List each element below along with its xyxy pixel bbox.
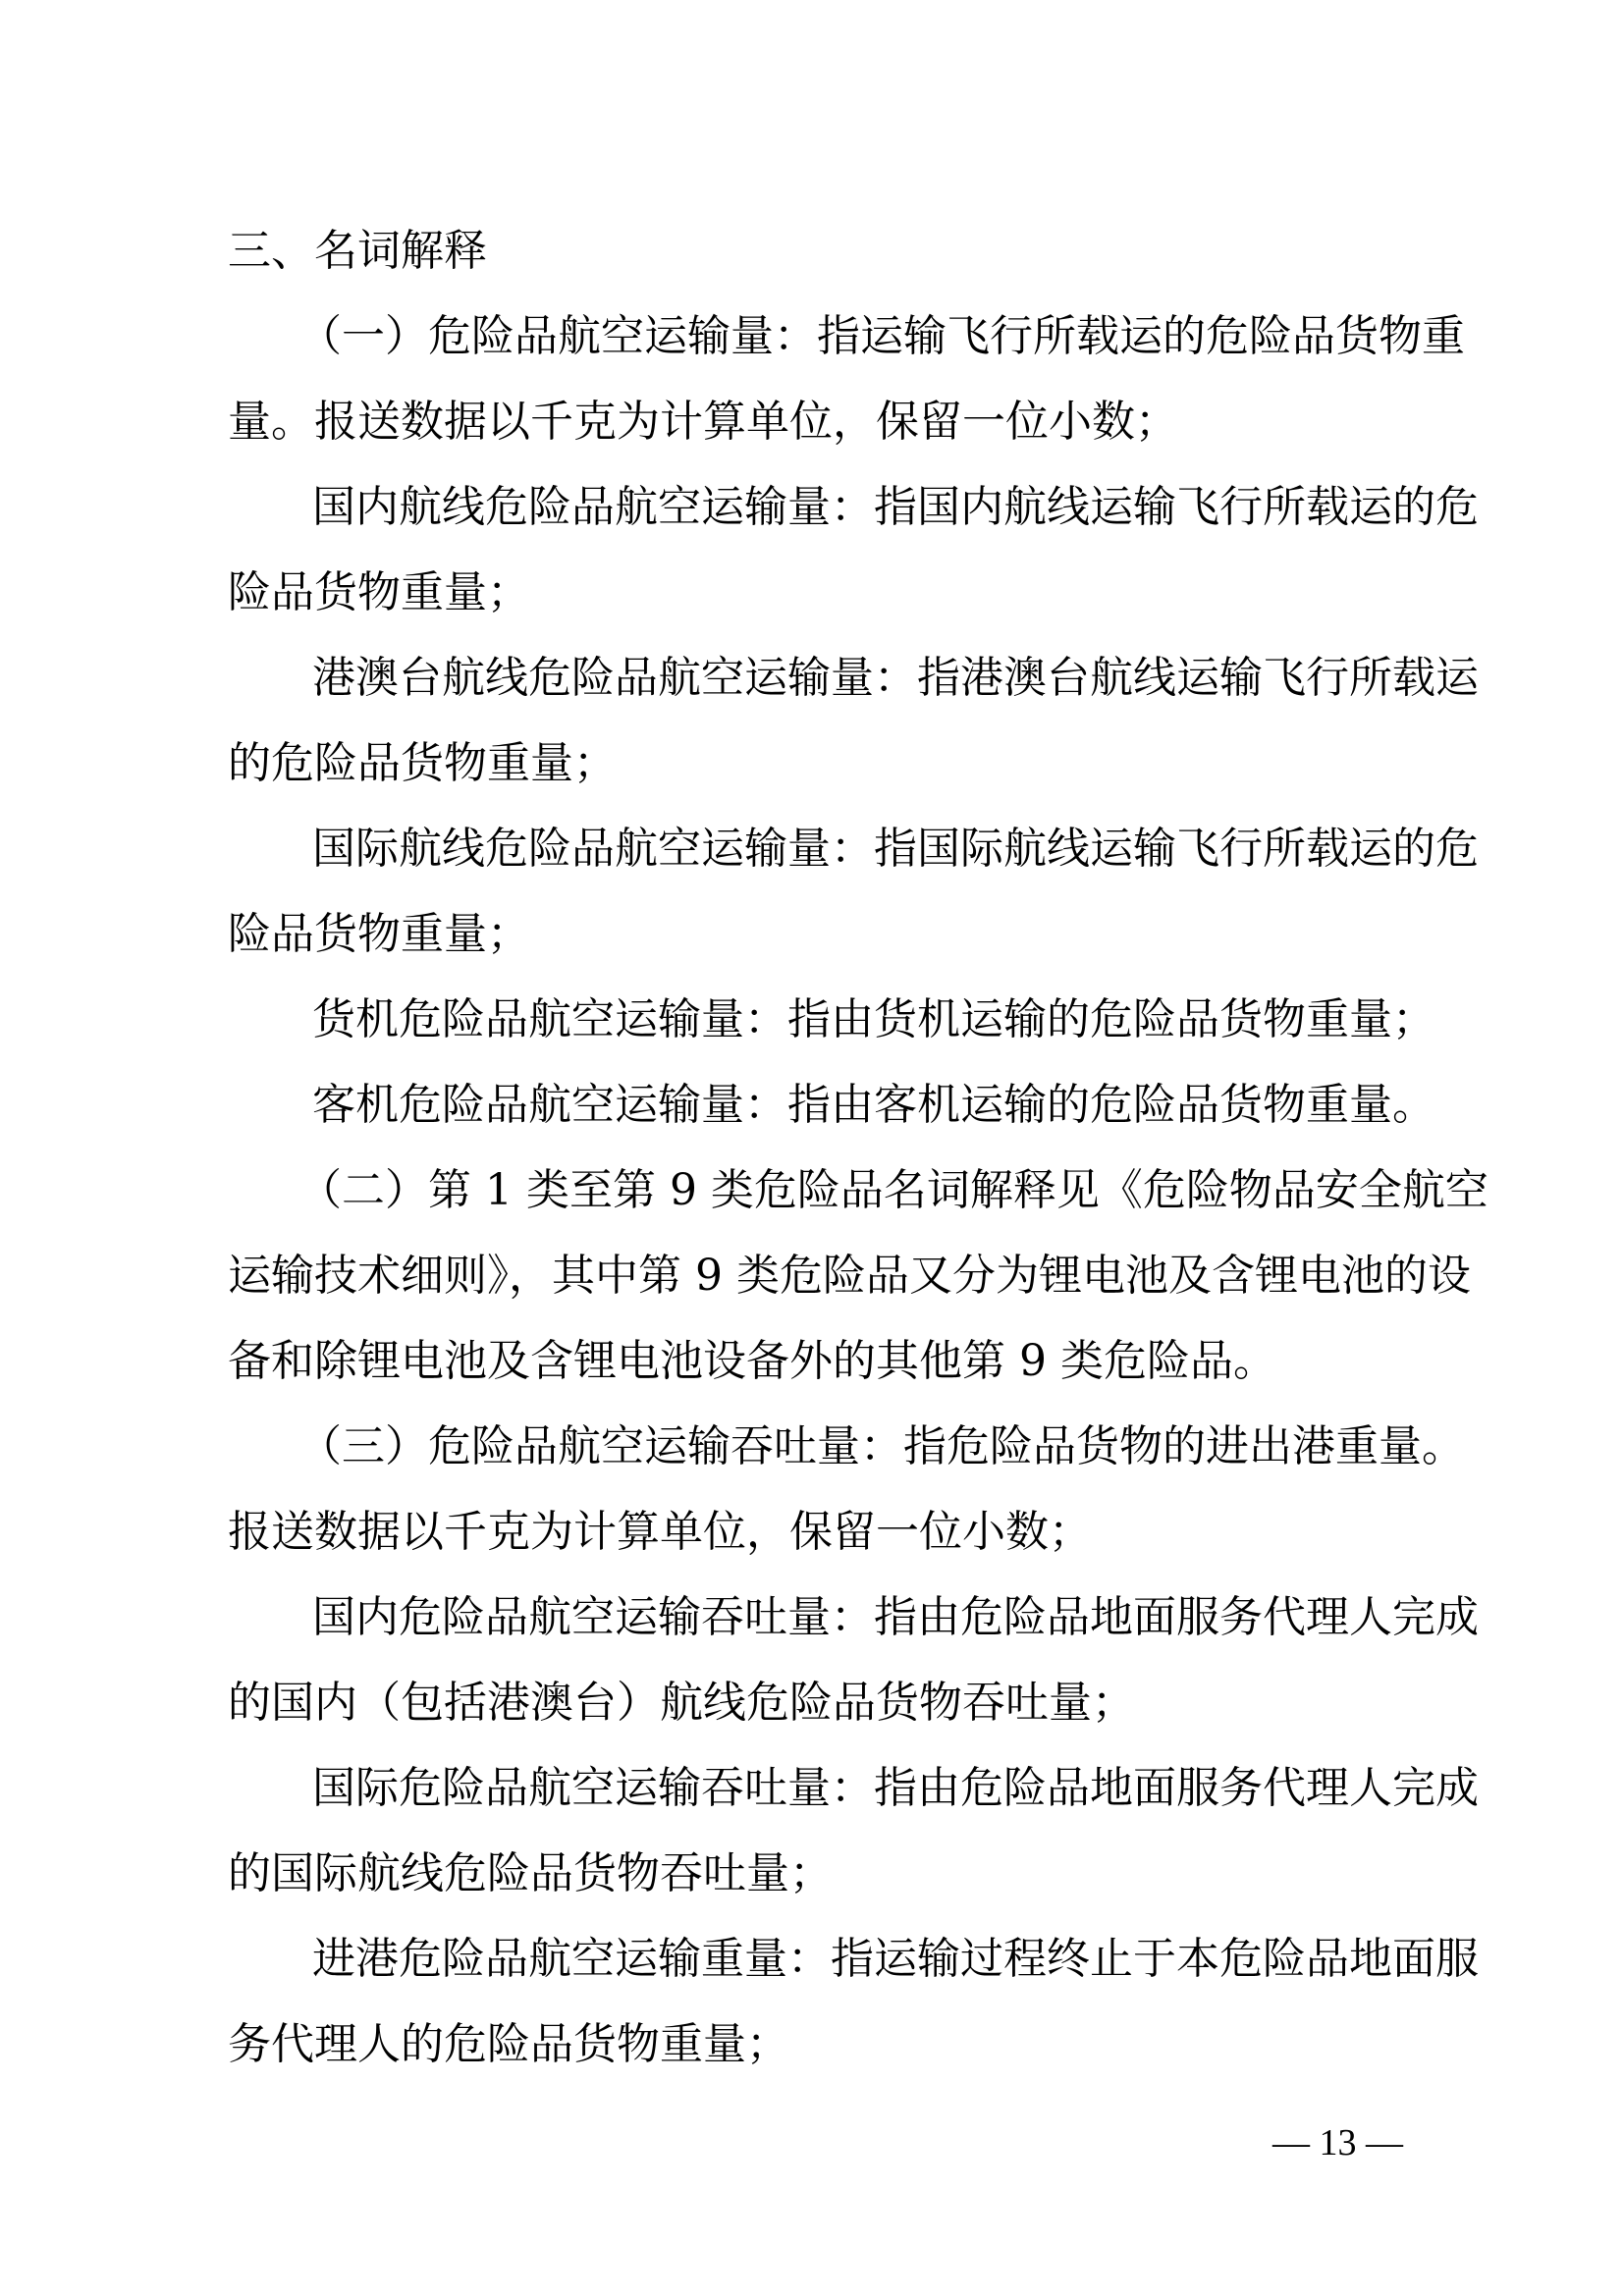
paragraph-line: 国际航线危险品航空运输量：指国际航线运输飞行所载运的危	[312, 824, 1479, 874]
paragraph-line: 报送数据以千克为计算单位，保留一位小数；	[228, 1507, 1092, 1557]
paragraph-line: 险品货物重量；	[228, 909, 530, 959]
paragraph-line: 进港危险品航空运输重量：指运输过程终止于本危险品地面服	[312, 1934, 1479, 1984]
document-body	[228, 208, 1488, 2087]
paragraph-line: （一）危险品航空运输量：指运输飞行所载运的危险品货物重	[298, 311, 1465, 361]
paragraph-line: 货机危险品航空运输量：指由货机运输的危险品货物重量；	[312, 994, 1435, 1044]
paragraph-line: 国内航线危险品航空运输量：指国内航线运输飞行所载运的危	[312, 482, 1479, 532]
paragraph-line: 险品货物重量；	[228, 567, 530, 617]
paragraph-line: 备和除锂电池及含锂电池设备外的其他第 9 类危险品。	[228, 1336, 1276, 1386]
paragraph-line: 港澳台航线危险品航空运输量：指港澳台航线运输飞行所载运	[312, 653, 1479, 703]
section-heading: 三、名词解释	[228, 226, 487, 276]
paragraph-line: 量。报送数据以千克为计算单位，保留一位小数；	[228, 397, 1178, 447]
paragraph-line: （二）第 1 类至第 9 类危险品名词解释见《危险物品安全航空	[298, 1165, 1488, 1215]
page-number: — 13 —	[1272, 2122, 1403, 2163]
paragraph-line: 务代理人的危险品货物重量；	[228, 2019, 789, 2069]
paragraph-line: 的危险品货物重量；	[228, 738, 617, 788]
paragraph-line: （三）危险品航空运输吞吐量：指危险品货物的进出港重量。	[298, 1421, 1465, 1471]
paragraph-line: 的国内（包括港澳台）航线危险品货物吞吐量；	[228, 1678, 1135, 1728]
paragraph-line: 国际危险品航空运输吞吐量：指由危险品地面服务代理人完成	[312, 1763, 1479, 1813]
paragraph-line: 运输技术细则》，其中第 9 类危险品又分为锂电池及含锂电池的设	[228, 1251, 1471, 1301]
paragraph-line: 的国际航线危险品货物吞吐量；	[228, 1848, 833, 1898]
paragraph-line: 国内危险品航空运输吞吐量：指由危险品地面服务代理人完成	[312, 1592, 1479, 1642]
paragraph-line: 客机危险品航空运输量：指由客机运输的危险品货物重量。	[312, 1080, 1435, 1130]
